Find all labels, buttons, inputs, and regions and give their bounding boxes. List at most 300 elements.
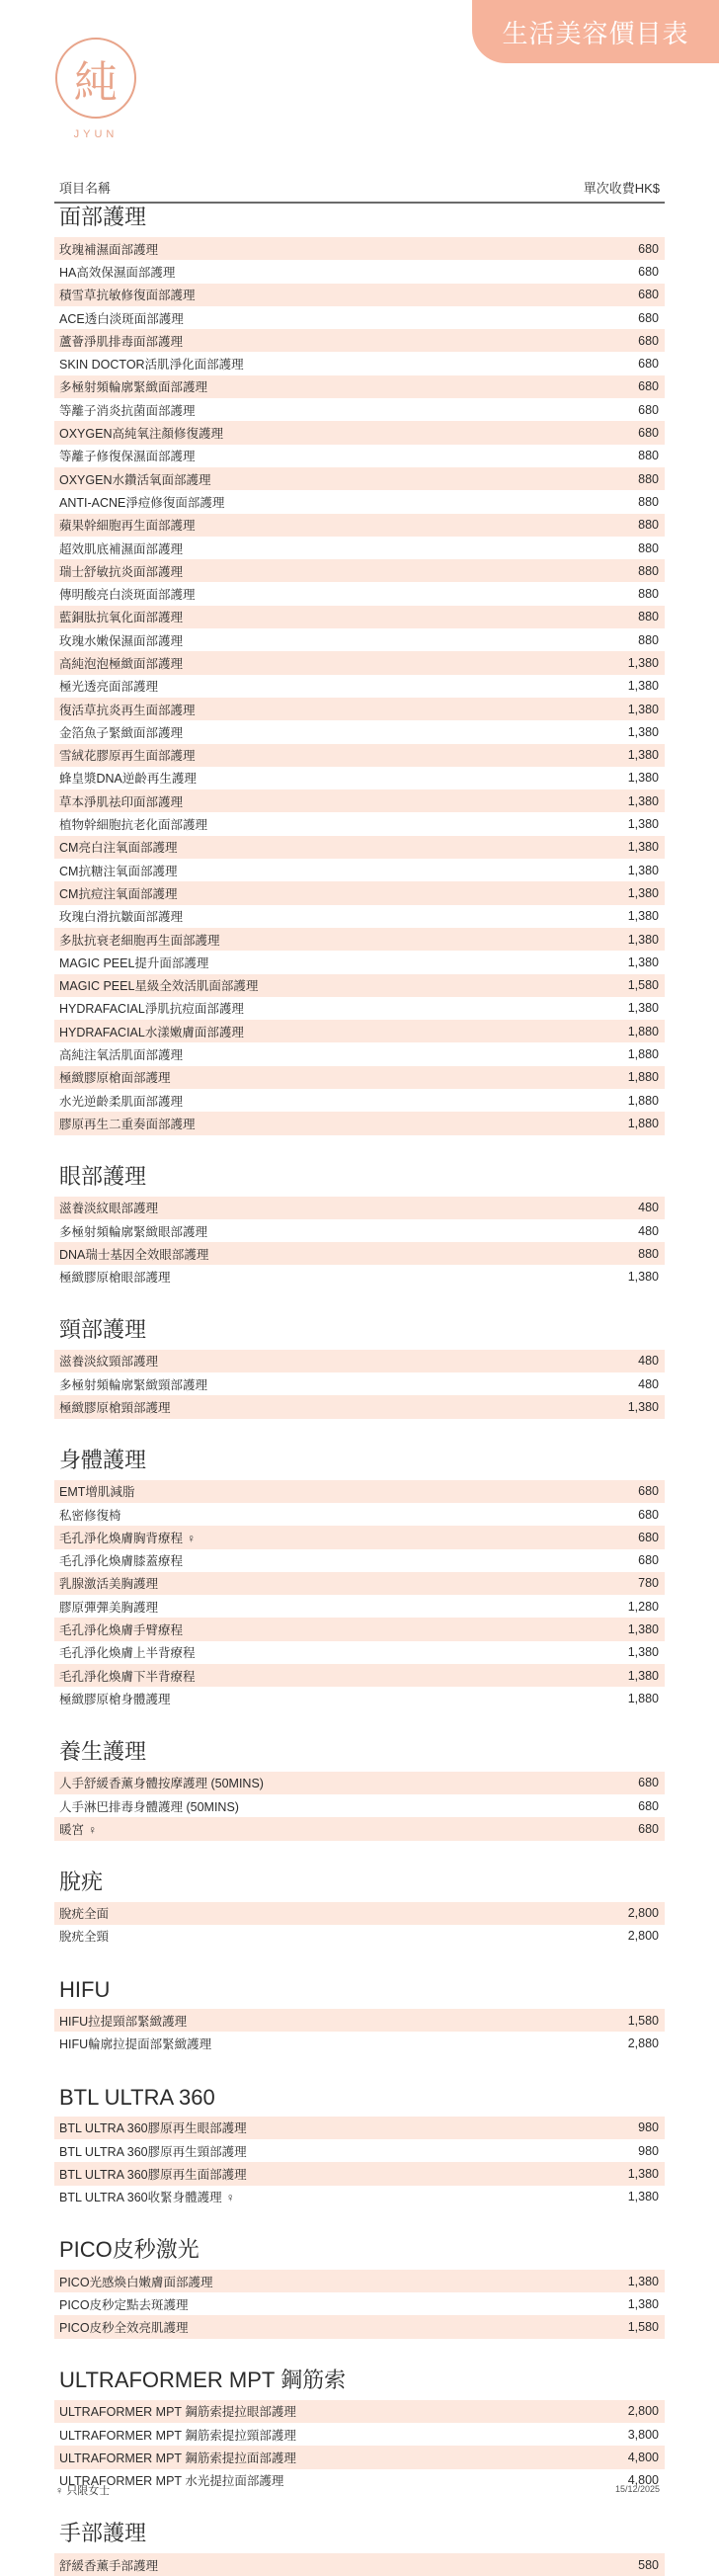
- price-row: [54, 398, 665, 421]
- item-name: ACE透白淡斑面部護理: [59, 311, 184, 326]
- item-name: 多肽抗衰老細胞再生面部護理: [59, 933, 220, 948]
- item-name: 舒緩香薰手部護理: [59, 2558, 159, 2573]
- item-name: 毛孔淨化煥膚上半背療程: [59, 1646, 196, 1661]
- section-title: 面部護理: [59, 205, 147, 229]
- price-row: [54, 606, 665, 628]
- item-price: 980: [638, 2120, 659, 2135]
- item-name-cell: [59, 1482, 134, 1500]
- price-section: [54, 2083, 665, 2208]
- item-price: 1,380: [627, 655, 659, 670]
- item-price: 1,380: [627, 1270, 659, 1285]
- section-spacer: [54, 2492, 665, 2520]
- section-spacer: [54, 1288, 665, 1316]
- price-row: [54, 1480, 665, 1503]
- price-row: [54, 1902, 665, 1925]
- price-row: [54, 651, 665, 674]
- item-name: BTL ULTRA 360膠原再生面部護理: [59, 2167, 247, 2182]
- section-title: BTL ULTRA 360: [59, 2084, 215, 2110]
- item-price: 880: [638, 518, 659, 533]
- price-row: [54, 720, 665, 743]
- item-price: 680: [638, 241, 659, 256]
- item-name: ULTRAFORMER MPT 水光提拉面部護理: [59, 2474, 284, 2489]
- price-section: [54, 1975, 665, 2055]
- item-price: 680: [638, 1507, 659, 1522]
- price-row: [54, 1772, 665, 1794]
- item-name: BTL ULTRA 360膠原再生眼部護理: [59, 2121, 247, 2136]
- female-only-icon: ♀: [187, 1531, 197, 1545]
- item-name: 傳明酸亮白淡斑面部護理: [59, 588, 196, 603]
- item-name: 金箔魚子緊緻面部護理: [59, 725, 184, 740]
- item-price: 680: [638, 264, 659, 279]
- item-price: 1,280: [627, 1599, 659, 1614]
- item-name: HYDRAFACIAL淨肌抗痘面部護理: [59, 1002, 244, 1017]
- item-name-cell: [59, 792, 183, 810]
- price-row: [54, 260, 665, 283]
- item-name-cell: [59, 286, 196, 303]
- price-row: [54, 421, 665, 444]
- section-spacer: [54, 1135, 665, 1163]
- item-name: 蘋果幹細胞再生面部護理: [59, 519, 196, 534]
- item-name-cell: [59, 2318, 189, 2336]
- item-price: 880: [638, 540, 659, 555]
- item-name-cell: [59, 377, 207, 395]
- price-row: [54, 1242, 665, 1265]
- price-row: [54, 1687, 665, 1709]
- section-spacer: [54, 1948, 665, 1975]
- price-row: [54, 698, 665, 720]
- item-price: 1,380: [627, 793, 659, 808]
- item-name: 超效肌底補濕面部護理: [59, 541, 184, 556]
- item-price: 480: [638, 1201, 659, 1215]
- section-spacer: [54, 2339, 665, 2367]
- item-price: 1,380: [627, 1001, 659, 1016]
- price-row: [54, 1925, 665, 1948]
- item-name: PICO光感煥白嫩膚面部護理: [59, 2275, 213, 2289]
- section-title: PICO皮秒激光: [59, 2236, 200, 2262]
- price-row: [54, 1219, 665, 1242]
- price-row: [54, 928, 665, 951]
- item-name-cell: [59, 1904, 109, 1922]
- item-name: 膠原再生二重奏面部護理: [59, 1117, 196, 1131]
- item-name-cell: [59, 2273, 213, 2290]
- item-price: 680: [638, 402, 659, 417]
- item-name-cell: [59, 1045, 183, 1063]
- item-name-cell: [59, 1092, 183, 1110]
- price-section: [54, 2367, 665, 2492]
- price-row: [54, 2032, 665, 2054]
- price-row: [54, 836, 665, 859]
- price-row: [54, 1350, 665, 1372]
- item-name: MAGIC PEEL星級全效活肌面部護理: [59, 979, 259, 994]
- item-name: 滋養淡紋頸部護理: [59, 1355, 159, 1370]
- item-name-cell: [59, 1820, 97, 1838]
- section-spacer: [54, 2055, 665, 2083]
- price-section: [54, 1869, 665, 1949]
- item-name: 多極射頻輪廓緊緻眼部護理: [59, 1224, 208, 1239]
- item-price: 1,880: [627, 1116, 659, 1130]
- item-name-cell: [59, 2035, 211, 2052]
- price-list-title-banner: [472, 0, 719, 63]
- price-section: [54, 1163, 665, 1288]
- item-name-cell: [59, 1574, 158, 1592]
- item-name-cell: [59, 999, 244, 1017]
- item-price: 1,380: [627, 771, 659, 786]
- price-row: [54, 2270, 665, 2292]
- item-name-cell: [59, 263, 175, 281]
- item-name-cell: [59, 1115, 196, 1132]
- item-name: 瑞士舒敏抗炎面部護理: [59, 564, 184, 579]
- price-row: [54, 2553, 665, 2576]
- price-row: [54, 514, 665, 537]
- item-name-cell: [59, 954, 208, 971]
- item-price: 680: [638, 1553, 659, 1568]
- item-name: HYDRAFACIAL水漾嫩膚面部護理: [59, 1025, 244, 1039]
- item-price: 1,380: [627, 840, 659, 855]
- section-title: 脫疣: [59, 1869, 104, 1894]
- item-price: 1,880: [627, 1691, 659, 1705]
- item-price: 4,800: [627, 2473, 659, 2488]
- item-name: 脫疣全頸: [59, 1930, 110, 1945]
- item-name-cell: [59, 2188, 235, 2205]
- item-name: 蜂皇漿DNA逆齡再生護理: [59, 772, 197, 787]
- item-name-cell: [59, 1068, 171, 1086]
- item-name: ANTI-ACNE淨痘修復面部護理: [59, 495, 225, 510]
- item-name: 玫瑰白滑抗皺面部護理: [59, 910, 184, 925]
- item-name-cell: [59, 2556, 158, 2574]
- item-name: BTL ULTRA 360膠原再生頸部護理: [59, 2144, 247, 2159]
- item-price: 1,580: [627, 2013, 659, 2028]
- item-name: 極緻膠原槍頸部護理: [59, 1401, 171, 1415]
- price-row: [54, 1066, 665, 1089]
- item-name-cell: [59, 332, 183, 350]
- item-price: 980: [638, 2143, 659, 2158]
- item-name: 私密修復椅: [59, 1508, 121, 1523]
- item-name: 極緻膠原槍面部護理: [59, 1071, 171, 1086]
- item-name-cell: [59, 1529, 196, 1546]
- price-row: [54, 1641, 665, 1664]
- section-title: 養生護理: [59, 1738, 147, 1764]
- section-spacer: [54, 1841, 665, 1869]
- item-price: 2,800: [627, 1929, 659, 1944]
- price-row: [54, 284, 665, 306]
- item-name-cell: [59, 1199, 158, 1216]
- item-name-cell: [59, 838, 177, 856]
- item-name-cell: [59, 355, 244, 373]
- item-name: OXYGEN水鑽活氧面部護理: [59, 472, 211, 487]
- item-name-cell: [59, 1268, 171, 1286]
- price-row: [54, 375, 665, 398]
- price-row: [54, 1503, 665, 1526]
- item-name-cell: [59, 1023, 244, 1040]
- item-name-cell: [59, 585, 196, 603]
- item-price: 1,380: [627, 955, 659, 969]
- price-section: [54, 1316, 665, 1419]
- item-name: EMT增肌減脂: [59, 1485, 135, 1500]
- item-name: 復活草抗炎再生面部護理: [59, 703, 196, 717]
- item-name: ULTRAFORMER MPT 鋼筋索提拉面部護理: [59, 2451, 296, 2466]
- price-row: [54, 1618, 665, 1640]
- item-name: 脫疣全面: [59, 1907, 110, 1922]
- item-name-cell: [59, 1620, 183, 1638]
- section-spacer: [54, 1419, 665, 1447]
- item-price: 780: [638, 1576, 659, 1591]
- price-row: [54, 2423, 665, 2446]
- footer-date: 15/12/2025: [614, 2484, 660, 2494]
- item-name-cell: [59, 1598, 158, 1616]
- item-name-cell: [59, 2449, 296, 2466]
- price-section: [54, 1738, 665, 1841]
- item-price: 1,380: [627, 679, 659, 694]
- item-name-cell: [59, 884, 177, 902]
- item-price: 680: [638, 1484, 659, 1499]
- item-price: 680: [638, 379, 659, 394]
- logo-emblem: [55, 38, 136, 119]
- price-row: [54, 2292, 665, 2315]
- price-row: [54, 1572, 665, 1595]
- price-row: [54, 1817, 665, 1840]
- item-column-header: 項目名稱: [59, 181, 112, 196]
- price-row: [54, 2139, 665, 2162]
- item-name-cell: [59, 769, 197, 787]
- item-price: 2,800: [627, 2404, 659, 2419]
- item-name-cell: [59, 1643, 196, 1661]
- item-name-cell: [59, 907, 183, 925]
- item-name-cell: [59, 976, 258, 994]
- price-row: [54, 812, 665, 835]
- item-price: 680: [638, 310, 659, 325]
- item-name-cell: [59, 723, 183, 741]
- female-only-icon: ♀: [88, 1822, 98, 1837]
- item-name-cell: [59, 424, 223, 442]
- item-name: 滋養淡紋眼部護理: [59, 1202, 159, 1216]
- price-row: [54, 1794, 665, 1817]
- item-name: 極緻膠原槍眼部護理: [59, 1271, 171, 1286]
- item-price: 2,800: [627, 1906, 659, 1921]
- item-name: HA高效保濕面部護理: [59, 265, 176, 280]
- price-section: [54, 2236, 665, 2339]
- price-row: [54, 1265, 665, 1288]
- item-price: 880: [638, 1246, 659, 1261]
- item-name-cell: [59, 1222, 207, 1240]
- item-name: SKIN DOCTOR活肌淨化面部護理: [59, 358, 244, 373]
- item-price: 1,380: [627, 1645, 659, 1660]
- item-price: 880: [638, 494, 659, 509]
- item-price: 480: [638, 1223, 659, 1238]
- item-name: 人手淋巴排毒身體護理 (50MINS): [59, 1799, 239, 1814]
- price-row: [54, 767, 665, 789]
- item-name: 玫瑰水嫩保濕面部護理: [59, 633, 184, 648]
- item-name-cell: [59, 240, 158, 258]
- price-row: [54, 2315, 665, 2338]
- item-price: 1,380: [627, 748, 659, 763]
- section-spacer: [54, 2208, 665, 2236]
- price-row: [54, 2117, 665, 2139]
- price-row: [54, 352, 665, 374]
- item-price: 880: [638, 563, 659, 578]
- item-price: 1,580: [627, 2320, 659, 2335]
- item-name: 等離子修復保濕面部護理: [59, 450, 196, 464]
- item-price: 680: [638, 426, 659, 441]
- item-name-cell: [59, 1797, 239, 1815]
- item-price: 3,800: [627, 2427, 659, 2442]
- price-row: [54, 628, 665, 651]
- price-row: [54, 1395, 665, 1418]
- price-row: [54, 2446, 665, 2468]
- item-name-cell: [59, 540, 183, 557]
- section-title: 頸部護理: [59, 1316, 147, 1342]
- item-name-cell: [59, 1774, 264, 1791]
- price-row: [54, 582, 665, 605]
- item-price: 1,380: [627, 909, 659, 924]
- item-name: PICO皮秒全效亮肌護理: [59, 2321, 189, 2336]
- price-row: [54, 1595, 665, 1618]
- price-row: [54, 2009, 665, 2032]
- item-name: 積雪草抗敏修復面部護理: [59, 289, 196, 303]
- item-name: 極緻膠原槍身體護理: [59, 1692, 171, 1706]
- item-name: 多極射頻輪廓緊緻面部護理: [59, 380, 208, 395]
- price-row: [54, 237, 665, 260]
- item-name: CM抗糖注氧面部護理: [59, 864, 178, 878]
- item-name-cell: [59, 862, 177, 879]
- logo-glyph: 純: [74, 57, 118, 108]
- item-name: HIFU拉提頸部緊緻護理: [59, 2014, 188, 2029]
- section-spacer: [54, 1710, 665, 1738]
- item-price: 1,380: [627, 1668, 659, 1683]
- price-row: [54, 2162, 665, 2185]
- price-row: [54, 2400, 665, 2423]
- item-name-cell: [59, 309, 184, 327]
- item-name: 雪絨花膠原再生面部護理: [59, 749, 196, 764]
- item-name-cell: [59, 2012, 187, 2030]
- item-price: 580: [638, 2557, 659, 2572]
- price-row: [54, 675, 665, 698]
- item-name: 高純泡泡極緻面部護理: [59, 656, 184, 671]
- item-price: 1,380: [627, 2296, 659, 2311]
- item-name: 人手舒緩香薰身體按摩護理 (50MINS): [59, 1777, 264, 1791]
- item-name-cell: [59, 1398, 171, 1416]
- brand-logo: [51, 38, 140, 156]
- item-price: 1,380: [627, 932, 659, 947]
- item-name: HIFU輪廓拉提面部緊緻護理: [59, 2037, 212, 2052]
- item-price: 880: [638, 610, 659, 624]
- item-name: 毛孔淨化煥膚手臂療程: [59, 1623, 184, 1638]
- item-name-cell: [59, 654, 183, 672]
- female-icon: ♀: [55, 2485, 64, 2497]
- item-name-cell: [59, 677, 158, 695]
- section-title: ULTRAFORMER MPT 鋼筋索: [59, 2367, 347, 2392]
- price-row: [54, 445, 665, 467]
- item-price: 480: [638, 1354, 659, 1369]
- section-title: 手部護理: [59, 2520, 147, 2545]
- item-name: 高純注氧活肌面部護理: [59, 1048, 184, 1063]
- item-price: 1,380: [627, 885, 659, 900]
- price-row: [54, 467, 665, 490]
- item-name-cell: [59, 1375, 207, 1393]
- item-name: 毛孔淨化煥膚膝蓋療程: [59, 1554, 184, 1569]
- item-name: 蘆薈淨肌排毒面部護理: [59, 334, 184, 349]
- item-price: 680: [638, 1798, 659, 1813]
- item-price: 1,880: [627, 1024, 659, 1039]
- item-price: 1,380: [627, 702, 659, 716]
- item-name-cell: [59, 493, 224, 511]
- item-name: BTL ULTRA 360收緊身體護理: [59, 2191, 222, 2205]
- price-row: [54, 881, 665, 904]
- item-price: 880: [638, 587, 659, 602]
- item-name-cell: [59, 447, 196, 464]
- item-price: 680: [638, 357, 659, 372]
- item-name: OXYGEN高純氧注顏修復護理: [59, 427, 223, 442]
- price-list-title: 生活美容價目表: [502, 18, 689, 48]
- item-name-cell: [59, 2165, 247, 2183]
- section-title: 身體護理: [59, 1447, 147, 1472]
- price-list: [54, 204, 665, 2576]
- item-name: 暖宮: [59, 1822, 85, 1837]
- item-name: CM抗痘注氧面部護理: [59, 886, 178, 901]
- item-name: 極光透亮面部護理: [59, 680, 159, 695]
- footer-note: [55, 2482, 110, 2498]
- item-name-cell: [59, 1352, 158, 1370]
- item-price: 680: [638, 1530, 659, 1544]
- item-price: 1,880: [627, 1047, 659, 1062]
- item-price: 880: [638, 632, 659, 647]
- item-name-cell: [59, 608, 183, 625]
- item-name-cell: [59, 2119, 247, 2136]
- item-name: MAGIC PEEL提升面部護理: [59, 956, 209, 970]
- price-row: [54, 329, 665, 352]
- item-price: 680: [638, 1821, 659, 1836]
- item-price: 4,800: [627, 2451, 659, 2465]
- item-name: 植物幹細胞抗老化面部護理: [59, 818, 208, 833]
- price-row: [54, 997, 665, 1020]
- item-name-cell: [59, 470, 211, 488]
- section-title: HIFU: [59, 1977, 111, 2003]
- item-price: 680: [638, 1776, 659, 1790]
- item-name: CM亮白注氧面部護理: [59, 841, 178, 856]
- item-price: 1,580: [627, 978, 659, 993]
- item-name: 草本淨肌祛印面部護理: [59, 794, 184, 809]
- item-name: 乳腺激活美胸護理: [59, 1577, 159, 1592]
- price-row: [54, 744, 665, 767]
- item-name: 水光逆齡柔肌面部護理: [59, 1094, 184, 1109]
- price-column-header: 單次收費HK$: [583, 181, 660, 196]
- item-name: 膠原彈彈美胸護理: [59, 1600, 159, 1615]
- price-row: [54, 2186, 665, 2208]
- item-name: ULTRAFORMER MPT 鋼筋索提拉眼部護理: [59, 2405, 296, 2420]
- item-name-cell: [59, 562, 183, 580]
- item-name: 玫瑰補濕面部護理: [59, 242, 159, 257]
- item-name-cell: [59, 2402, 296, 2420]
- price-row: [54, 2469, 665, 2492]
- item-price: 1,380: [627, 1400, 659, 1414]
- price-section: [54, 1447, 665, 1710]
- female-only-icon: ♀: [225, 2191, 235, 2205]
- item-price: 1,380: [627, 724, 659, 739]
- table-header: [59, 178, 660, 200]
- price-row: [54, 1372, 665, 1395]
- price-row: [54, 789, 665, 812]
- price-row: [54, 306, 665, 329]
- item-name: 毛孔淨化煥膚下半背療程: [59, 1669, 196, 1684]
- price-row: [54, 1197, 665, 1219]
- item-name-cell: [59, 1551, 183, 1569]
- item-name-cell: [59, 1667, 196, 1685]
- price-row: [54, 951, 665, 973]
- price-row: [54, 537, 665, 559]
- item-price: 1,380: [627, 863, 659, 877]
- item-price: 1,380: [627, 1622, 659, 1637]
- item-price: 1,880: [627, 1093, 659, 1108]
- item-name-cell: [59, 516, 196, 534]
